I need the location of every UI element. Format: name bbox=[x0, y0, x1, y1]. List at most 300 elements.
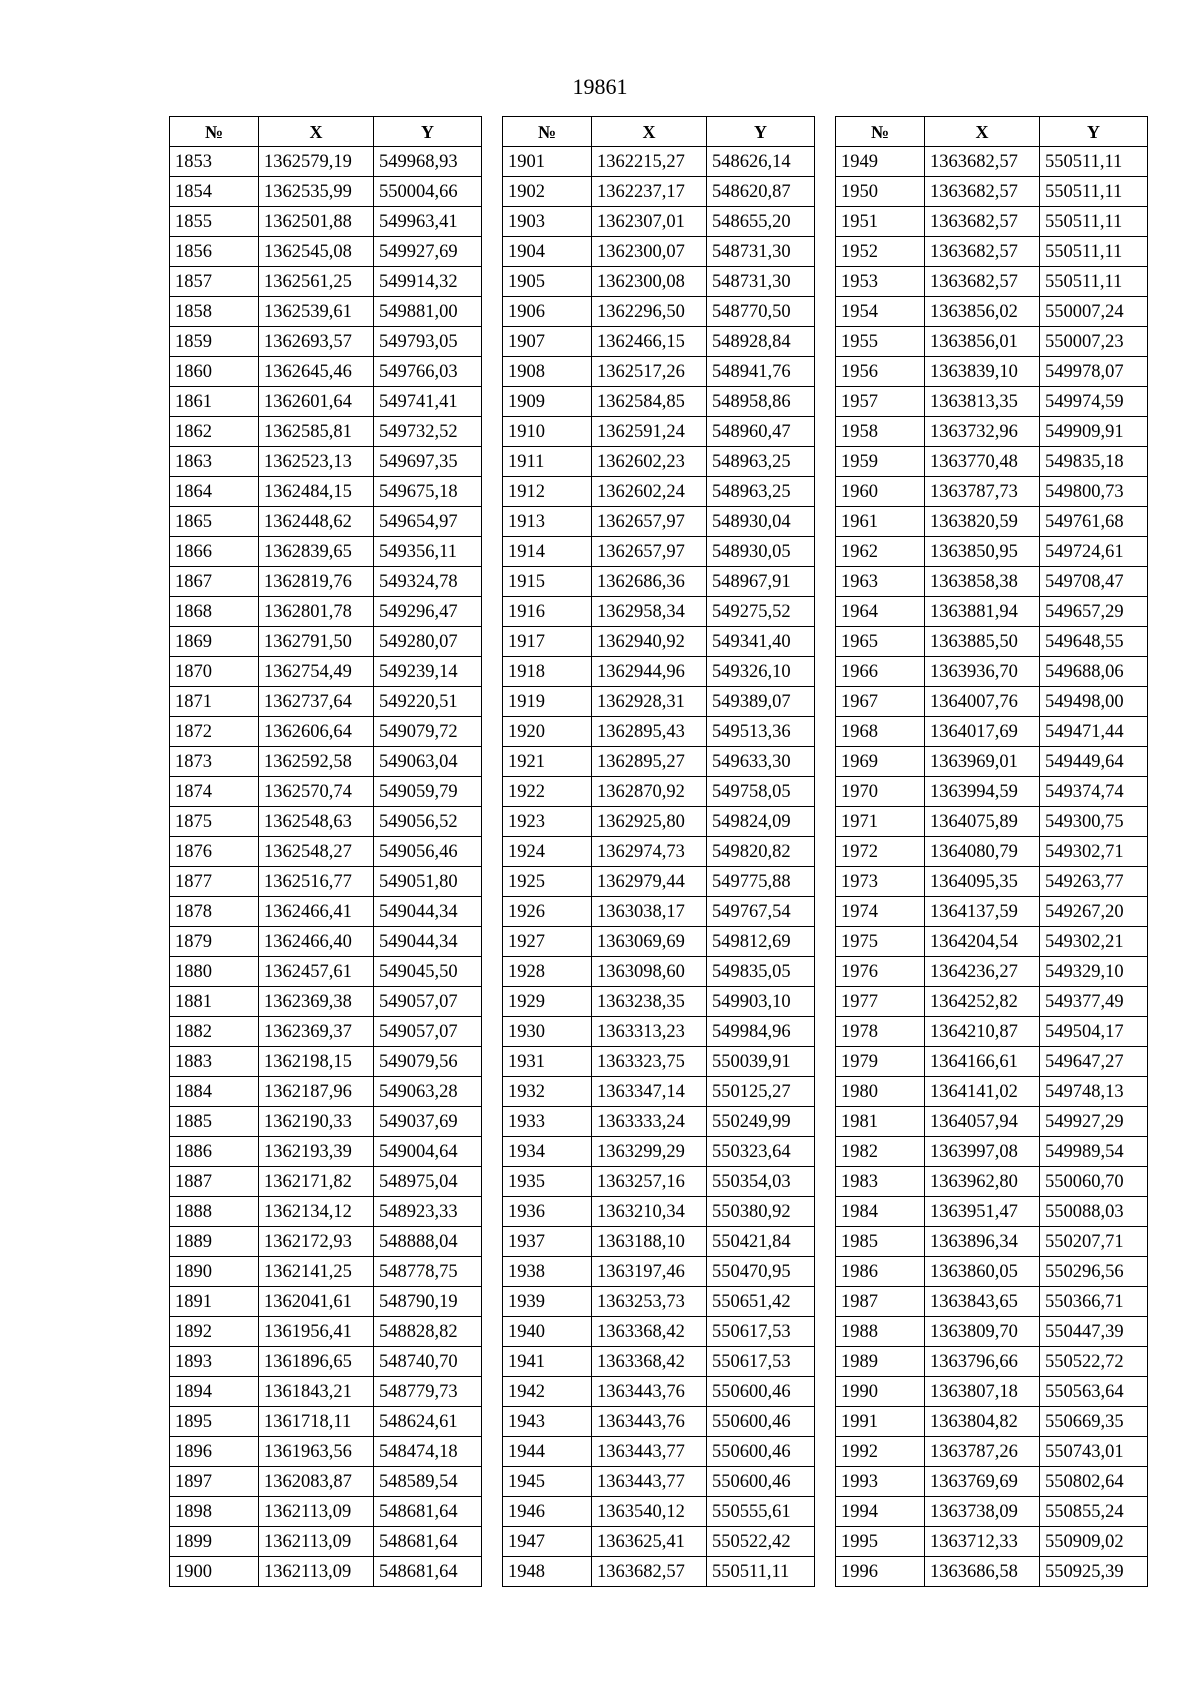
x-coordinate-cell: 1364252,82 bbox=[925, 987, 1040, 1017]
x-coordinate-cell: 1362591,24 bbox=[592, 417, 707, 447]
point-number-cell: 1957 bbox=[836, 387, 925, 417]
x-coordinate-cell: 1364141,02 bbox=[925, 1077, 1040, 1107]
y-coordinate-cell: 550617,53 bbox=[707, 1347, 815, 1377]
x-coordinate-cell: 1363443,77 bbox=[592, 1437, 707, 1467]
x-coordinate-cell: 1362369,38 bbox=[259, 987, 374, 1017]
table-row bbox=[836, 717, 1148, 747]
y-coordinate-cell: 549275,52 bbox=[707, 597, 815, 627]
y-coordinate-cell: 550366,71 bbox=[1040, 1287, 1148, 1317]
x-coordinate-cell: 1363540,12 bbox=[592, 1497, 707, 1527]
point-number-cell: 1966 bbox=[836, 657, 925, 687]
point-number-cell: 1854 bbox=[170, 177, 259, 207]
y-coordinate-cell: 550511,11 bbox=[1040, 267, 1148, 297]
y-coordinate-cell: 549978,07 bbox=[1040, 357, 1148, 387]
y-coordinate-cell: 549044,34 bbox=[374, 897, 482, 927]
table-row bbox=[170, 867, 482, 897]
point-number-cell: 1882 bbox=[170, 1017, 259, 1047]
point-number-cell: 1909 bbox=[503, 387, 592, 417]
point-number-cell: 1925 bbox=[503, 867, 592, 897]
x-coordinate-cell: 1362113,09 bbox=[259, 1527, 374, 1557]
table-row bbox=[836, 627, 1148, 657]
y-coordinate-cell: 550600,46 bbox=[707, 1467, 815, 1497]
point-number-cell: 1973 bbox=[836, 867, 925, 897]
table-row bbox=[836, 1407, 1148, 1437]
y-coordinate-cell: 550802,64 bbox=[1040, 1467, 1148, 1497]
x-coordinate-cell: 1361956,41 bbox=[259, 1317, 374, 1347]
x-coordinate-cell: 1362190,33 bbox=[259, 1107, 374, 1137]
table-row bbox=[836, 1047, 1148, 1077]
table-row bbox=[836, 1167, 1148, 1197]
point-number-cell: 1956 bbox=[836, 357, 925, 387]
y-coordinate-cell: 549741,41 bbox=[374, 387, 482, 417]
header-number: № bbox=[836, 117, 925, 147]
point-number-cell: 1960 bbox=[836, 477, 925, 507]
point-number-cell: 1915 bbox=[503, 567, 592, 597]
x-coordinate-cell: 1363770,48 bbox=[925, 447, 1040, 477]
y-coordinate-cell: 550925,39 bbox=[1040, 1557, 1148, 1587]
table-row bbox=[170, 1557, 482, 1587]
table-row bbox=[170, 1407, 482, 1437]
x-coordinate-cell: 1362523,13 bbox=[259, 447, 374, 477]
y-coordinate-cell: 549675,18 bbox=[374, 477, 482, 507]
point-number-cell: 1954 bbox=[836, 297, 925, 327]
x-coordinate-cell: 1363210,34 bbox=[592, 1197, 707, 1227]
x-coordinate-cell: 1363682,57 bbox=[925, 177, 1040, 207]
table-row bbox=[503, 687, 815, 717]
y-coordinate-cell: 549267,20 bbox=[1040, 897, 1148, 927]
table-row bbox=[503, 1407, 815, 1437]
x-coordinate-cell: 1362570,74 bbox=[259, 777, 374, 807]
x-coordinate-cell: 1362925,80 bbox=[592, 807, 707, 837]
point-number-cell: 1900 bbox=[170, 1557, 259, 1587]
y-coordinate-cell: 550600,46 bbox=[707, 1377, 815, 1407]
point-number-cell: 1979 bbox=[836, 1047, 925, 1077]
table-row bbox=[503, 1167, 815, 1197]
x-coordinate-cell: 1363197,46 bbox=[592, 1257, 707, 1287]
table-row bbox=[170, 447, 482, 477]
y-coordinate-cell: 549766,03 bbox=[374, 357, 482, 387]
table-row bbox=[836, 417, 1148, 447]
x-coordinate-cell: 1363682,57 bbox=[592, 1557, 707, 1587]
table-row bbox=[503, 297, 815, 327]
table-row bbox=[836, 867, 1148, 897]
y-coordinate-cell: 549296,47 bbox=[374, 597, 482, 627]
point-number-cell: 1895 bbox=[170, 1407, 259, 1437]
y-coordinate-cell: 550004,66 bbox=[374, 177, 482, 207]
point-number-cell: 1936 bbox=[503, 1197, 592, 1227]
x-coordinate-cell: 1364057,94 bbox=[925, 1107, 1040, 1137]
y-coordinate-cell: 549056,46 bbox=[374, 837, 482, 867]
point-number-cell: 1872 bbox=[170, 717, 259, 747]
y-coordinate-cell: 549793,05 bbox=[374, 327, 482, 357]
y-coordinate-cell: 550007,24 bbox=[1040, 297, 1148, 327]
x-coordinate-cell: 1362974,73 bbox=[592, 837, 707, 867]
x-coordinate-cell: 1364075,89 bbox=[925, 807, 1040, 837]
y-coordinate-cell: 549051,80 bbox=[374, 867, 482, 897]
header-number: № bbox=[170, 117, 259, 147]
table-row bbox=[836, 1197, 1148, 1227]
point-number-cell: 1876 bbox=[170, 837, 259, 867]
point-number-cell: 1931 bbox=[503, 1047, 592, 1077]
x-coordinate-cell: 1364007,76 bbox=[925, 687, 1040, 717]
point-number-cell: 1978 bbox=[836, 1017, 925, 1047]
y-coordinate-cell: 549329,10 bbox=[1040, 957, 1148, 987]
table-row bbox=[170, 687, 482, 717]
point-number-cell: 1920 bbox=[503, 717, 592, 747]
point-number-cell: 1927 bbox=[503, 927, 592, 957]
table-row bbox=[503, 1257, 815, 1287]
y-coordinate-cell: 548620,87 bbox=[707, 177, 815, 207]
x-coordinate-cell: 1363936,70 bbox=[925, 657, 1040, 687]
table-row bbox=[503, 867, 815, 897]
x-coordinate-cell: 1362657,97 bbox=[592, 537, 707, 567]
table-row bbox=[503, 327, 815, 357]
table-header-row bbox=[836, 117, 1148, 147]
x-coordinate-cell: 1364017,69 bbox=[925, 717, 1040, 747]
header-x: X bbox=[925, 117, 1040, 147]
x-coordinate-cell: 1362645,46 bbox=[259, 357, 374, 387]
point-number-cell: 1887 bbox=[170, 1167, 259, 1197]
point-number-cell: 1970 bbox=[836, 777, 925, 807]
x-coordinate-cell: 1362187,96 bbox=[259, 1077, 374, 1107]
x-coordinate-cell: 1362592,58 bbox=[259, 747, 374, 777]
point-number-cell: 1994 bbox=[836, 1497, 925, 1527]
x-coordinate-cell: 1363843,65 bbox=[925, 1287, 1040, 1317]
table-row bbox=[170, 177, 482, 207]
point-number-cell: 1947 bbox=[503, 1527, 592, 1557]
point-number-cell: 1922 bbox=[503, 777, 592, 807]
table-row bbox=[836, 957, 1148, 987]
y-coordinate-cell: 549513,36 bbox=[707, 717, 815, 747]
x-coordinate-cell: 1362561,25 bbox=[259, 267, 374, 297]
x-coordinate-cell: 1362602,24 bbox=[592, 477, 707, 507]
table-row bbox=[836, 387, 1148, 417]
table-header-row bbox=[170, 117, 482, 147]
point-number-cell: 1995 bbox=[836, 1527, 925, 1557]
point-number-cell: 1929 bbox=[503, 987, 592, 1017]
point-number-cell: 1976 bbox=[836, 957, 925, 987]
y-coordinate-cell: 549724,61 bbox=[1040, 537, 1148, 567]
table-row bbox=[170, 987, 482, 1017]
table-row bbox=[170, 327, 482, 357]
point-number-cell: 1992 bbox=[836, 1437, 925, 1467]
x-coordinate-cell: 1363804,82 bbox=[925, 1407, 1040, 1437]
table-row bbox=[836, 657, 1148, 687]
y-coordinate-cell: 549963,41 bbox=[374, 207, 482, 237]
x-coordinate-cell: 1362193,39 bbox=[259, 1137, 374, 1167]
x-coordinate-cell: 1364204,54 bbox=[925, 927, 1040, 957]
y-coordinate-cell: 549984,96 bbox=[707, 1017, 815, 1047]
table-row bbox=[503, 207, 815, 237]
point-number-cell: 1977 bbox=[836, 987, 925, 1017]
point-number-cell: 1878 bbox=[170, 897, 259, 927]
y-coordinate-cell: 550600,46 bbox=[707, 1407, 815, 1437]
y-coordinate-cell: 550743,01 bbox=[1040, 1437, 1148, 1467]
point-number-cell: 1980 bbox=[836, 1077, 925, 1107]
header-x: X bbox=[592, 117, 707, 147]
y-coordinate-cell: 549045,50 bbox=[374, 957, 482, 987]
point-number-cell: 1904 bbox=[503, 237, 592, 267]
x-coordinate-cell: 1362083,87 bbox=[259, 1467, 374, 1497]
point-number-cell: 1866 bbox=[170, 537, 259, 567]
point-number-cell: 1975 bbox=[836, 927, 925, 957]
point-number-cell: 1908 bbox=[503, 357, 592, 387]
table-row bbox=[836, 1137, 1148, 1167]
point-number-cell: 1948 bbox=[503, 1557, 592, 1587]
x-coordinate-cell: 1362693,57 bbox=[259, 327, 374, 357]
x-coordinate-cell: 1363796,66 bbox=[925, 1347, 1040, 1377]
point-number-cell: 1983 bbox=[836, 1167, 925, 1197]
x-coordinate-cell: 1363238,35 bbox=[592, 987, 707, 1017]
table-row bbox=[836, 1287, 1148, 1317]
point-number-cell: 1864 bbox=[170, 477, 259, 507]
point-number-cell: 1903 bbox=[503, 207, 592, 237]
table-row bbox=[836, 327, 1148, 357]
y-coordinate-cell: 549057,07 bbox=[374, 1017, 482, 1047]
point-number-cell: 1974 bbox=[836, 897, 925, 927]
y-coordinate-cell: 550088,03 bbox=[1040, 1197, 1148, 1227]
point-number-cell: 1981 bbox=[836, 1107, 925, 1137]
y-coordinate-cell: 549835,18 bbox=[1040, 447, 1148, 477]
x-coordinate-cell: 1362215,27 bbox=[592, 147, 707, 177]
table-row bbox=[503, 1347, 815, 1377]
x-coordinate-cell: 1363323,75 bbox=[592, 1047, 707, 1077]
x-coordinate-cell: 1363787,73 bbox=[925, 477, 1040, 507]
y-coordinate-cell: 549063,28 bbox=[374, 1077, 482, 1107]
y-coordinate-cell: 550522,72 bbox=[1040, 1347, 1148, 1377]
point-number-cell: 1869 bbox=[170, 627, 259, 657]
x-coordinate-cell: 1362041,61 bbox=[259, 1287, 374, 1317]
point-number-cell: 1935 bbox=[503, 1167, 592, 1197]
table-row bbox=[503, 417, 815, 447]
x-coordinate-cell: 1362466,41 bbox=[259, 897, 374, 927]
y-coordinate-cell: 549648,55 bbox=[1040, 627, 1148, 657]
y-coordinate-cell: 550249,99 bbox=[707, 1107, 815, 1137]
point-number-cell: 1893 bbox=[170, 1347, 259, 1377]
y-coordinate-cell: 549633,30 bbox=[707, 747, 815, 777]
point-number-cell: 1871 bbox=[170, 687, 259, 717]
table-row bbox=[170, 417, 482, 447]
x-coordinate-cell: 1363347,14 bbox=[592, 1077, 707, 1107]
y-coordinate-cell: 550039,91 bbox=[707, 1047, 815, 1077]
header-y: Y bbox=[1040, 117, 1148, 147]
point-number-cell: 1996 bbox=[836, 1557, 925, 1587]
header-number: № bbox=[503, 117, 592, 147]
x-coordinate-cell: 1362466,15 bbox=[592, 327, 707, 357]
y-coordinate-cell: 550855,24 bbox=[1040, 1497, 1148, 1527]
y-coordinate-cell: 550007,23 bbox=[1040, 327, 1148, 357]
x-coordinate-cell: 1362839,65 bbox=[259, 537, 374, 567]
point-number-cell: 1859 bbox=[170, 327, 259, 357]
x-coordinate-cell: 1363682,57 bbox=[925, 207, 1040, 237]
point-number-cell: 1855 bbox=[170, 207, 259, 237]
y-coordinate-cell: 549341,40 bbox=[707, 627, 815, 657]
table-row bbox=[503, 477, 815, 507]
y-coordinate-cell: 549377,49 bbox=[1040, 987, 1148, 1017]
x-coordinate-cell: 1361896,65 bbox=[259, 1347, 374, 1377]
point-number-cell: 1919 bbox=[503, 687, 592, 717]
table-row bbox=[170, 1527, 482, 1557]
y-coordinate-cell: 550511,11 bbox=[1040, 237, 1148, 267]
y-coordinate-cell: 549909,91 bbox=[1040, 417, 1148, 447]
x-coordinate-cell: 1363682,57 bbox=[925, 267, 1040, 297]
table-row bbox=[170, 837, 482, 867]
y-coordinate-cell: 550470,95 bbox=[707, 1257, 815, 1287]
point-number-cell: 1910 bbox=[503, 417, 592, 447]
x-coordinate-cell: 1363333,24 bbox=[592, 1107, 707, 1137]
y-coordinate-cell: 549708,47 bbox=[1040, 567, 1148, 597]
x-coordinate-cell: 1362448,62 bbox=[259, 507, 374, 537]
x-coordinate-cell: 1362517,26 bbox=[592, 357, 707, 387]
point-number-cell: 1990 bbox=[836, 1377, 925, 1407]
x-coordinate-cell: 1362958,34 bbox=[592, 597, 707, 627]
y-coordinate-cell: 549356,11 bbox=[374, 537, 482, 567]
y-coordinate-cell: 550522,42 bbox=[707, 1527, 815, 1557]
table-row bbox=[503, 507, 815, 537]
y-coordinate-cell: 550600,46 bbox=[707, 1437, 815, 1467]
table-row bbox=[503, 567, 815, 597]
table-row bbox=[836, 1467, 1148, 1497]
point-number-cell: 1867 bbox=[170, 567, 259, 597]
point-number-cell: 1914 bbox=[503, 537, 592, 567]
x-coordinate-cell: 1364080,79 bbox=[925, 837, 1040, 867]
table-row bbox=[503, 1197, 815, 1227]
y-coordinate-cell: 549812,69 bbox=[707, 927, 815, 957]
x-coordinate-cell: 1363038,17 bbox=[592, 897, 707, 927]
y-coordinate-cell: 549498,00 bbox=[1040, 687, 1148, 717]
y-coordinate-cell: 550511,11 bbox=[707, 1557, 815, 1587]
point-number-cell: 1873 bbox=[170, 747, 259, 777]
x-coordinate-cell: 1364210,87 bbox=[925, 1017, 1040, 1047]
table-row bbox=[170, 1317, 482, 1347]
point-number-cell: 1877 bbox=[170, 867, 259, 897]
x-coordinate-cell: 1363856,02 bbox=[925, 297, 1040, 327]
point-number-cell: 1951 bbox=[836, 207, 925, 237]
point-number-cell: 1902 bbox=[503, 177, 592, 207]
point-number-cell: 1982 bbox=[836, 1137, 925, 1167]
x-coordinate-cell: 1362602,23 bbox=[592, 447, 707, 477]
x-coordinate-cell: 1363813,35 bbox=[925, 387, 1040, 417]
table-header-row bbox=[503, 117, 815, 147]
x-coordinate-cell: 1362870,92 bbox=[592, 777, 707, 807]
x-coordinate-cell: 1362928,31 bbox=[592, 687, 707, 717]
y-coordinate-cell: 549761,68 bbox=[1040, 507, 1148, 537]
table-row bbox=[170, 297, 482, 327]
y-coordinate-cell: 550563,64 bbox=[1040, 1377, 1148, 1407]
table-row bbox=[836, 297, 1148, 327]
y-coordinate-cell: 549471,44 bbox=[1040, 717, 1148, 747]
point-number-cell: 1916 bbox=[503, 597, 592, 627]
y-coordinate-cell: 549800,73 bbox=[1040, 477, 1148, 507]
point-number-cell: 1860 bbox=[170, 357, 259, 387]
x-coordinate-cell: 1363682,57 bbox=[925, 237, 1040, 267]
table-row bbox=[836, 507, 1148, 537]
table-row bbox=[503, 1377, 815, 1407]
point-number-cell: 1886 bbox=[170, 1137, 259, 1167]
table-row bbox=[836, 777, 1148, 807]
y-coordinate-cell: 549302,21 bbox=[1040, 927, 1148, 957]
table-row bbox=[836, 1227, 1148, 1257]
x-coordinate-cell: 1363098,60 bbox=[592, 957, 707, 987]
table-row bbox=[836, 267, 1148, 297]
table-row bbox=[503, 807, 815, 837]
table-row bbox=[170, 1227, 482, 1257]
point-number-cell: 1880 bbox=[170, 957, 259, 987]
x-coordinate-cell: 1362198,15 bbox=[259, 1047, 374, 1077]
point-number-cell: 1946 bbox=[503, 1497, 592, 1527]
header-x: X bbox=[259, 117, 374, 147]
x-coordinate-cell: 1363299,29 bbox=[592, 1137, 707, 1167]
y-coordinate-cell: 549820,82 bbox=[707, 837, 815, 867]
y-coordinate-cell: 548930,04 bbox=[707, 507, 815, 537]
x-coordinate-cell: 1362300,08 bbox=[592, 267, 707, 297]
y-coordinate-cell: 548790,19 bbox=[374, 1287, 482, 1317]
table-row bbox=[503, 1497, 815, 1527]
table-row bbox=[836, 1377, 1148, 1407]
y-coordinate-cell: 549748,13 bbox=[1040, 1077, 1148, 1107]
y-coordinate-cell: 549280,07 bbox=[374, 627, 482, 657]
table-row bbox=[836, 237, 1148, 267]
point-number-cell: 1883 bbox=[170, 1047, 259, 1077]
y-coordinate-cell: 549968,93 bbox=[374, 147, 482, 177]
point-number-cell: 1928 bbox=[503, 957, 592, 987]
x-coordinate-cell: 1362601,64 bbox=[259, 387, 374, 417]
y-coordinate-cell: 549504,17 bbox=[1040, 1017, 1148, 1047]
y-coordinate-cell: 549063,04 bbox=[374, 747, 482, 777]
y-coordinate-cell: 549758,05 bbox=[707, 777, 815, 807]
y-coordinate-cell: 550651,42 bbox=[707, 1287, 815, 1317]
point-number-cell: 1963 bbox=[836, 567, 925, 597]
x-coordinate-cell: 1363682,57 bbox=[925, 147, 1040, 177]
y-coordinate-cell: 549037,69 bbox=[374, 1107, 482, 1137]
x-coordinate-cell: 1362369,37 bbox=[259, 1017, 374, 1047]
table-row bbox=[836, 807, 1148, 837]
table-row bbox=[170, 1347, 482, 1377]
y-coordinate-cell: 549079,56 bbox=[374, 1047, 482, 1077]
table-row bbox=[170, 1287, 482, 1317]
table-row bbox=[170, 1197, 482, 1227]
y-coordinate-cell: 549324,78 bbox=[374, 567, 482, 597]
point-number-cell: 1917 bbox=[503, 627, 592, 657]
x-coordinate-cell: 1362754,49 bbox=[259, 657, 374, 687]
point-number-cell: 1930 bbox=[503, 1017, 592, 1047]
y-coordinate-cell: 550296,56 bbox=[1040, 1257, 1148, 1287]
table-row bbox=[836, 1317, 1148, 1347]
x-coordinate-cell: 1363951,47 bbox=[925, 1197, 1040, 1227]
x-coordinate-cell: 1363850,95 bbox=[925, 537, 1040, 567]
y-coordinate-cell: 549989,54 bbox=[1040, 1137, 1148, 1167]
x-coordinate-cell: 1362548,27 bbox=[259, 837, 374, 867]
table-row bbox=[836, 1437, 1148, 1467]
table-row bbox=[170, 1017, 482, 1047]
table-row bbox=[170, 1107, 482, 1137]
x-coordinate-cell: 1364166,61 bbox=[925, 1047, 1040, 1077]
table-row bbox=[836, 147, 1148, 177]
x-coordinate-cell: 1363997,08 bbox=[925, 1137, 1040, 1167]
x-coordinate-cell: 1362141,25 bbox=[259, 1257, 374, 1287]
point-number-cell: 1907 bbox=[503, 327, 592, 357]
x-coordinate-cell: 1362484,15 bbox=[259, 477, 374, 507]
point-number-cell: 1945 bbox=[503, 1467, 592, 1497]
y-coordinate-cell: 550617,53 bbox=[707, 1317, 815, 1347]
x-coordinate-cell: 1362501,88 bbox=[259, 207, 374, 237]
table-row bbox=[503, 957, 815, 987]
table-row bbox=[170, 807, 482, 837]
point-number-cell: 1918 bbox=[503, 657, 592, 687]
x-coordinate-cell: 1362940,92 bbox=[592, 627, 707, 657]
point-number-cell: 1906 bbox=[503, 297, 592, 327]
x-coordinate-cell: 1363969,01 bbox=[925, 747, 1040, 777]
